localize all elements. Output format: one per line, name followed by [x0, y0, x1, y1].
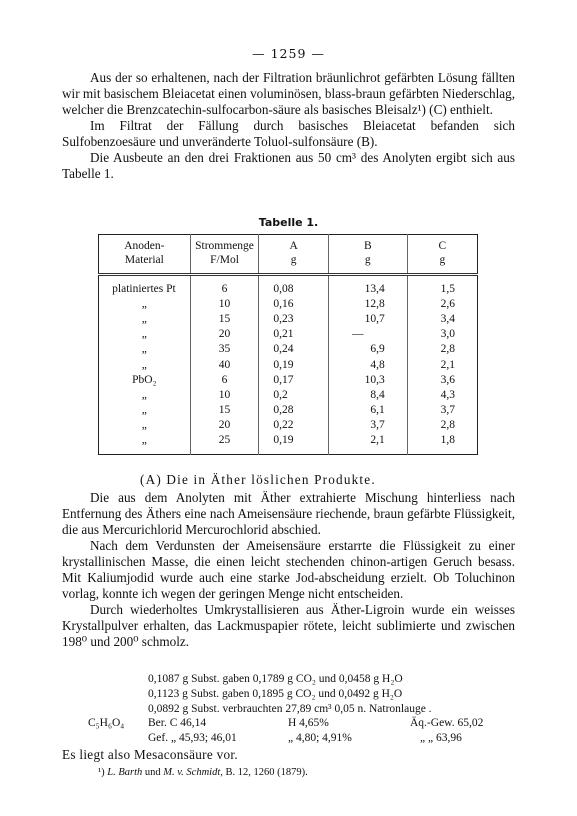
footnote-author: M. v. Schmidt,: [163, 767, 223, 778]
col-header-strommenge: Strommenge F/Mol: [190, 235, 259, 275]
paragraph: Die Ausbeute an den drei Fraktionen aus 50 cm³ des Anolyten ergibt sich aus Tabelle 1.: [62, 150, 515, 181]
cell-strommenge: 35: [190, 342, 259, 357]
table-row: [99, 275, 478, 298]
table-row: [99, 433, 478, 455]
table-row: [99, 312, 478, 327]
cell-material: „: [141, 343, 147, 356]
table-caption: Tabelle 1.: [258, 216, 319, 229]
cell-a: 0,2: [259, 388, 329, 403]
found-eq: „ „ 63,96: [420, 732, 462, 744]
cell-c: 3,6: [407, 373, 477, 388]
analysis-line: 0,0892 g Subst. verbrauchten 27,89 cm³ 0,05 n. Natronlauge .: [148, 703, 432, 715]
cell-b: 10,3: [328, 373, 407, 388]
col-header-c: C g: [407, 235, 477, 275]
cell-a: 0,23: [259, 312, 329, 327]
table-row: [99, 297, 478, 312]
cell-b: 6,9: [328, 342, 407, 357]
cell-material: „: [141, 358, 147, 371]
table-row: [99, 403, 478, 418]
cell-strommenge: 10: [190, 388, 259, 403]
body-text-top: [62, 70, 515, 182]
cell-material: „: [141, 418, 147, 431]
cell-b: 2,1: [328, 433, 407, 455]
paragraph: Im Filtrat der Fällung durch basisches Bleiacetat befanden sich Sulfobenzoesäure und unveränderte Toluol-sulfonsäure (B).: [62, 118, 515, 149]
paragraph: Die aus dem Anolyten mit Äther extrahierte Mischung hinterliess nach Entfernung des Äthers eine nach Ameisensäure riechende, braun gefärbte Flüssigkeit, die aus Mercurichlorid Mercurochlorid abschied.: [62, 490, 515, 537]
cell-strommenge: 6: [190, 373, 259, 388]
cell-c: 1,5: [407, 275, 477, 298]
formula-name: C₅H₆O₄: [88, 717, 125, 729]
cell-b: 3,7: [328, 418, 407, 433]
table-header-row: [99, 235, 478, 275]
cell-c: 3,7: [407, 403, 477, 418]
table-row: [99, 373, 478, 388]
cell-a: 0,19: [259, 433, 329, 455]
page-number: — 1259 —: [252, 46, 325, 61]
col-header-material: Anoden- Material: [124, 240, 165, 266]
calc-c: Ber. C 46,14: [148, 717, 207, 729]
analysis-line: 0,1123 g Subst. gaben 0,1895 g CO₂ und 0,0492 g H₂O: [148, 688, 403, 700]
cell-strommenge: 25: [190, 433, 259, 455]
cell-strommenge: 40: [190, 357, 259, 372]
cell-material: „: [141, 313, 147, 326]
table-row: [99, 342, 478, 357]
col-header-a: A g: [259, 235, 329, 275]
data-table: [98, 234, 478, 455]
cell-b: 4,8: [328, 357, 407, 372]
cell-strommenge: 20: [190, 418, 259, 433]
cell-c: 2,6: [407, 297, 477, 312]
cell-a: 0,17: [259, 373, 329, 388]
col-header-b: B g: [328, 235, 407, 275]
cell-material: „: [141, 298, 147, 311]
cell-c: 2,1: [407, 357, 477, 372]
cell-material: platiniertes Pt: [112, 283, 176, 296]
cell-a: 0,24: [259, 342, 329, 357]
conclusion: Es liegt also Mesaconsäure vor.: [62, 747, 238, 762]
table-row: [99, 357, 478, 372]
table-row: [99, 418, 478, 433]
cell-strommenge: 15: [190, 403, 259, 418]
cell-c: 2,8: [407, 418, 477, 433]
cell-material: „: [141, 403, 147, 416]
cell-strommenge: 15: [190, 312, 259, 327]
cell-material: PbO₂: [132, 373, 157, 386]
cell-material: „: [141, 388, 147, 401]
section-heading: (A) Die in Äther löslichen Produkte.: [140, 472, 376, 487]
cell-b: —: [328, 327, 407, 342]
table-row: [99, 327, 478, 342]
calc-eq: Äq.-Gew. 65,02: [410, 717, 484, 729]
paragraph: Durch wiederholtes Umkrystallisieren aus Äther-Ligroin wurde ein weisses Krystallpulver erhalten, das Lackmuspapier rötete, leicht sublimierte und zwischen 198⁰ und 200⁰ schmolz.: [62, 602, 515, 649]
analysis-line: 0,1087 g Subst. gaben 0,1789 g CO₂ und 0,0458 g H₂O: [148, 673, 403, 685]
cell-c: 2,8: [407, 342, 477, 357]
cell-b: 6,1: [328, 403, 407, 418]
footnote-marker: ¹): [98, 767, 105, 778]
body-text-middle: [62, 490, 515, 650]
cell-b: 13,4: [328, 275, 407, 298]
cell-a: 0,19: [259, 357, 329, 372]
paragraph: Nach dem Verdunsten der Ameisensäure erstarrte die Flüssigkeit zu einer krystallinischen Masse, die einen leicht stechenden chinon-artigen Geruch besass. Mit Kaliumjodid wurde auch eine starke Jod-abscheidung erzielt. Ob Toluchinon vorlag, konnte ich wegen der geringen Menge nicht entscheiden.: [62, 538, 515, 601]
cell-a: 0,08: [259, 275, 329, 298]
cell-material: „: [141, 328, 147, 341]
found-h: „ 4,80; 4,91%: [288, 732, 352, 744]
cell-a: 0,21: [259, 327, 329, 342]
calc-h: H 4,65%: [288, 717, 329, 729]
cell-strommenge: 6: [190, 275, 259, 298]
cell-b: 12,8: [328, 297, 407, 312]
cell-material: „: [141, 433, 147, 446]
cell-c: 1,8: [407, 433, 477, 455]
cell-strommenge: 10: [190, 297, 259, 312]
cell-a: 0,28: [259, 403, 329, 418]
table-row: [99, 388, 478, 403]
cell-c: 4,3: [407, 388, 477, 403]
cell-b: 8,4: [328, 388, 407, 403]
cell-strommenge: 20: [190, 327, 259, 342]
footnote-reference: B. 12, 1260 (1879).: [225, 767, 308, 778]
footnote-author: L. Barth: [107, 767, 143, 778]
cell-a: 0,22: [259, 418, 329, 433]
footnote: [98, 767, 308, 778]
footnote-und: und: [144, 767, 161, 778]
cell-a: 0,16: [259, 297, 329, 312]
paragraph: Aus der so erhaltenen, nach der Filtration bräunlichrot gefärbten Lösung fällten wir mit basischem Bleiacetat einen voluminösen, blass-braun gefärbten Niederschlag, welcher die Brenzcatechin-sulfocarbon-säure als basisches Bleisalz¹) (C) enthielt.: [62, 70, 515, 117]
cell-b: 10,7: [328, 312, 407, 327]
conclusion-text: [62, 747, 515, 763]
found-c: Gef. „ 45,93; 46,01: [148, 732, 237, 744]
elemental-analysis: [148, 672, 432, 717]
cell-c: 3,0: [407, 327, 477, 342]
cell-c: 3,4: [407, 312, 477, 327]
